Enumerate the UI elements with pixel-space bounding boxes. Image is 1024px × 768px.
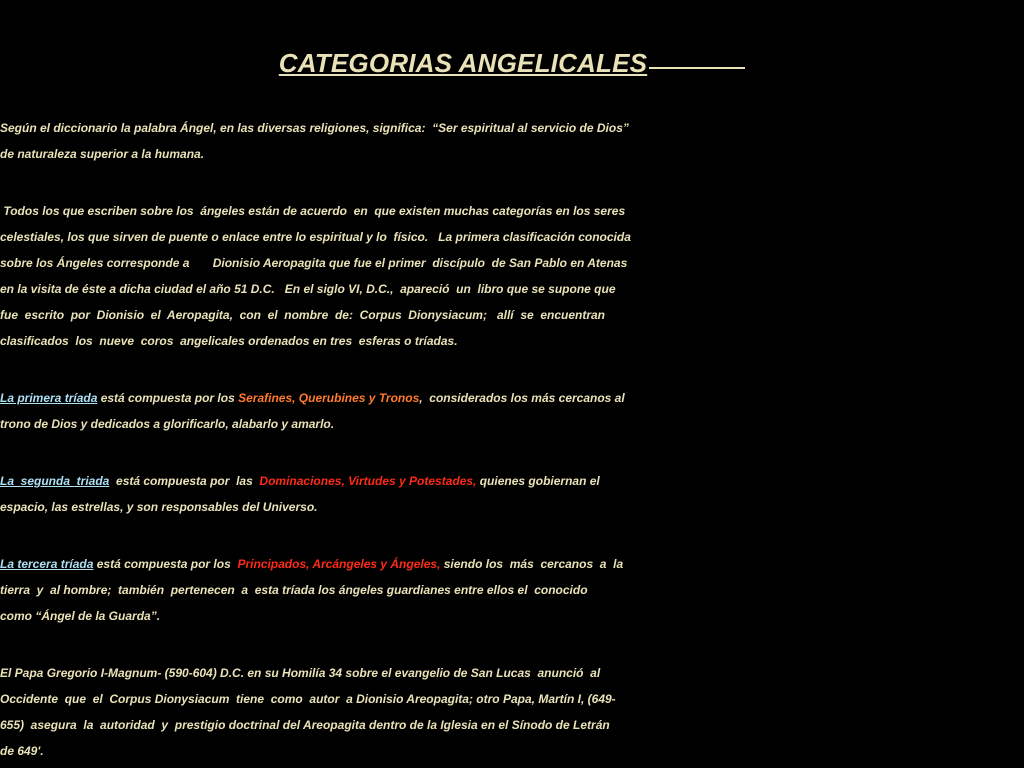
page-title xyxy=(0,44,1024,79)
title-underline-pad xyxy=(649,41,745,69)
first-triad-text-after: , considerados los más cercanos al xyxy=(419,391,625,405)
definition-line-1: Según el diccionario la palabra Ángel, en las diversas religiones, significa: “Ser espiritual al servicio de Dios” xyxy=(0,121,629,135)
second-triad-line-2: espacio, las estrellas, y son responsables del Universo. xyxy=(0,500,318,514)
first-triad-line-1 xyxy=(0,385,1024,411)
second-triad-text: está compuesta por las xyxy=(109,474,260,488)
intro-paragraph xyxy=(0,198,1024,354)
definition-paragraph xyxy=(0,115,1024,167)
pope-line-2: Occidente que el Corpus Dionysiacum tiene como autor a Dionisio Areopagita; otro Papa, Martín I, (649- xyxy=(0,692,616,706)
pope-paragraph xyxy=(0,660,1024,764)
pope-line-1: El Papa Gregorio I-Magnum- (590-604) D.C. en su Homilía 34 sobre el evangelio de San Lucas anunció al xyxy=(0,666,601,680)
third-triad-line-2: tierra y al hombre; también pertenecen a esta tríada los ángeles guardianes entre ellos el conocido xyxy=(0,583,588,597)
second-triad-link[interactable]: La segunda triada xyxy=(0,474,110,488)
third-triad-link[interactable]: La tercera tríada xyxy=(0,557,94,571)
intro-line-3: sobre los Ángeles corresponde a Dionisio Aeropagita que fue el primer discípulo de San Pablo en Atenas xyxy=(0,256,628,270)
third-triad-line-3: como “Ángel de la Guarda”. xyxy=(0,609,161,623)
title-text: CATEGORIAS ANGELICALES xyxy=(278,48,648,78)
first-triad-text: está compuesta por los xyxy=(97,391,239,405)
first-triad-choirs: Serafines, Querubines y Tronos xyxy=(238,391,420,405)
intro-line-6: clasificados los nueve coros angelicales ordenados en tres esferas o tríadas. xyxy=(0,334,458,348)
second-triad-line-1 xyxy=(0,468,1024,494)
third-triad-paragraph xyxy=(0,551,1024,629)
second-triad-choirs: Dominaciones, Virtudes y Potestades, xyxy=(259,474,477,488)
third-triad-text-after: siendo los más cercanos a la xyxy=(440,557,624,571)
third-triad-choirs: Principados, Arcángeles y Ángeles, xyxy=(237,557,441,571)
second-triad-paragraph xyxy=(0,468,1024,520)
intro-line-5: fue escrito por Dionisio el Aeropagita, con el nombre de: Corpus Dionysiacum; allí se encuentran xyxy=(0,308,606,322)
pope-line-4: de 649'. xyxy=(0,744,44,758)
third-triad-line-1 xyxy=(0,551,1024,577)
intro-line-4: en la visita de éste a dicha ciudad el año 51 D.C. En el siglo VI, D.C., apareció un libro que se supone que xyxy=(0,282,616,296)
first-triad-line-2: trono de Dios y dedicados a glorificarlo, alabarlo y amarlo. xyxy=(0,417,335,431)
third-triad-text: está compuesta por los xyxy=(93,557,238,571)
definition-line-2: de naturaleza superior a la humana. xyxy=(0,147,205,161)
first-triad-link[interactable]: La primera tríada xyxy=(0,391,98,405)
intro-line-2: celestiales, los que sirven de puente o enlace entre lo espiritual y lo físico. La primera clasificación conocida xyxy=(0,230,631,244)
first-triad-paragraph xyxy=(0,385,1024,437)
pope-line-3: 655) asegura la autoridad y prestigio doctrinal del Areopagita dentro de la Iglesia en el Sínodo de Letrán xyxy=(0,718,610,732)
second-triad-text-after: quienes gobiernan el xyxy=(476,474,600,488)
intro-line-1: Todos los que escriben sobre los ángeles están de acuerdo en que existen muchas categorías en los seres xyxy=(0,204,626,218)
